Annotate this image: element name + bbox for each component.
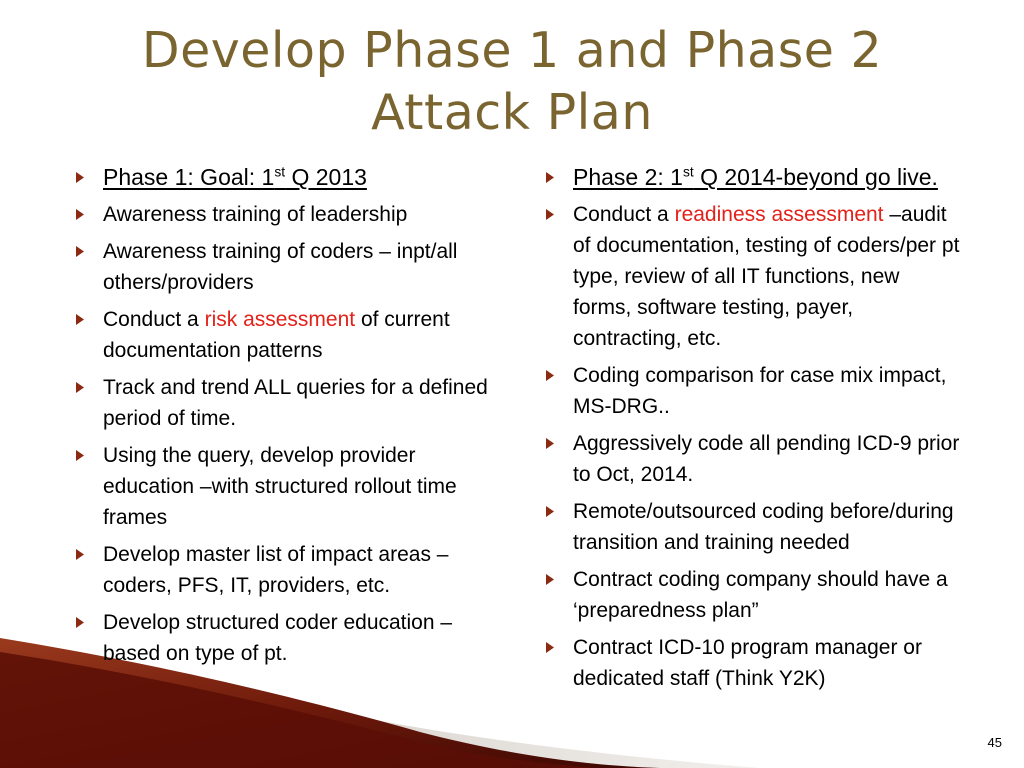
slide-title xyxy=(0,20,1024,144)
phase-1-heading-sup: st xyxy=(274,164,286,180)
triangle-bullet-icon xyxy=(546,360,556,391)
phase-1-item-text: Develop master list of impact areas – coders, PFS, IT, providers, etc. xyxy=(103,543,449,597)
phase-1-item-text: Awareness training of leadership xyxy=(103,203,408,226)
phase-2-bullet-list xyxy=(542,162,962,694)
triangle-bullet-icon xyxy=(546,564,556,595)
phase-2-heading-suffix: Q 2014-beyond go live. xyxy=(693,164,938,190)
phase-2-item-text: Coding comparison for case mix impact, MS-DRG.. xyxy=(573,364,947,418)
phase-1-item xyxy=(72,304,490,366)
phase-2-item xyxy=(542,632,962,694)
phase-1-heading xyxy=(72,162,490,193)
slide-title-line-2: Attack Plan xyxy=(371,84,653,141)
phase-2-item-text: Aggressively code all pending ICD-9 prior to Oct, 2014. xyxy=(573,432,960,486)
phase-1-item-text: Awareness training of coders – inpt/all others/providers xyxy=(103,240,458,294)
phase-1-item xyxy=(72,539,490,601)
phase-2-column xyxy=(542,162,962,700)
phase-1-item-text: Develop structured coder education –based on type of pt. xyxy=(103,611,453,665)
phase-1-heading-prefix: Phase 1: Goal: 1 xyxy=(103,164,275,190)
triangle-bullet-icon xyxy=(76,162,86,193)
triangle-bullet-icon xyxy=(76,607,86,638)
phase-2-heading-prefix: Phase 2: 1 xyxy=(573,164,683,190)
phase-2-item xyxy=(542,360,962,422)
triangle-bullet-icon xyxy=(76,539,86,570)
triangle-bullet-icon xyxy=(76,199,86,230)
phase-2-item xyxy=(542,428,962,490)
triangle-bullet-icon xyxy=(546,496,556,527)
phase-2-item-text-before: Conduct a xyxy=(573,203,675,226)
phase-1-item xyxy=(72,199,490,230)
phase-1-bullet-list xyxy=(72,162,490,669)
slide-title-line-1: Develop Phase 1 and Phase 2 xyxy=(141,22,883,79)
phase-2-heading xyxy=(542,162,962,193)
phase-2-item-text-after: –audit of documentation, testing of coders/per pt type, review of all IT functions, new forms, software testing, payer, contracting, etc. xyxy=(573,203,960,350)
triangle-bullet-icon xyxy=(546,428,556,459)
phase-1-column xyxy=(72,162,490,675)
phase-2-item xyxy=(542,496,962,558)
phase-1-heading-suffix: Q 2013 xyxy=(285,164,367,190)
phase-2-item xyxy=(542,564,962,626)
phase-1-item xyxy=(72,607,490,669)
triangle-bullet-icon xyxy=(546,162,556,193)
phase-2-item-text: Remote/outsourced coding before/during transition and training needed xyxy=(573,500,954,554)
triangle-bullet-icon xyxy=(76,372,86,403)
slide-number: 45 xyxy=(987,735,1002,750)
triangle-bullet-icon xyxy=(546,632,556,663)
phase-1-item xyxy=(72,372,490,434)
phase-1-item xyxy=(72,236,490,298)
phase-2-item-text: Contract ICD-10 program manager or dedicated staff (Think Y2K) xyxy=(573,636,922,690)
phase-1-item-text: Using the query, develop provider education –with structured rollout time frames xyxy=(103,444,457,529)
phase-2-item xyxy=(542,199,962,354)
readiness-assessment-highlight: readiness assessment xyxy=(674,203,884,226)
triangle-bullet-icon xyxy=(76,440,86,471)
phase-2-item-text: Contract coding company should have a ‘preparedness plan” xyxy=(573,568,948,622)
risk-assessment-highlight: risk assessment xyxy=(204,308,356,331)
triangle-bullet-icon xyxy=(76,236,86,267)
triangle-bullet-icon xyxy=(76,304,86,335)
phase-1-item-text: Track and trend ALL queries for a defined period of time. xyxy=(103,376,488,430)
phase-1-item xyxy=(72,440,490,533)
triangle-bullet-icon xyxy=(546,199,556,230)
phase-1-item-text-after: of current documentation patterns xyxy=(103,308,450,362)
phase-1-item-text-before: Conduct a xyxy=(103,308,205,331)
phase-2-heading-sup: st xyxy=(682,164,694,180)
